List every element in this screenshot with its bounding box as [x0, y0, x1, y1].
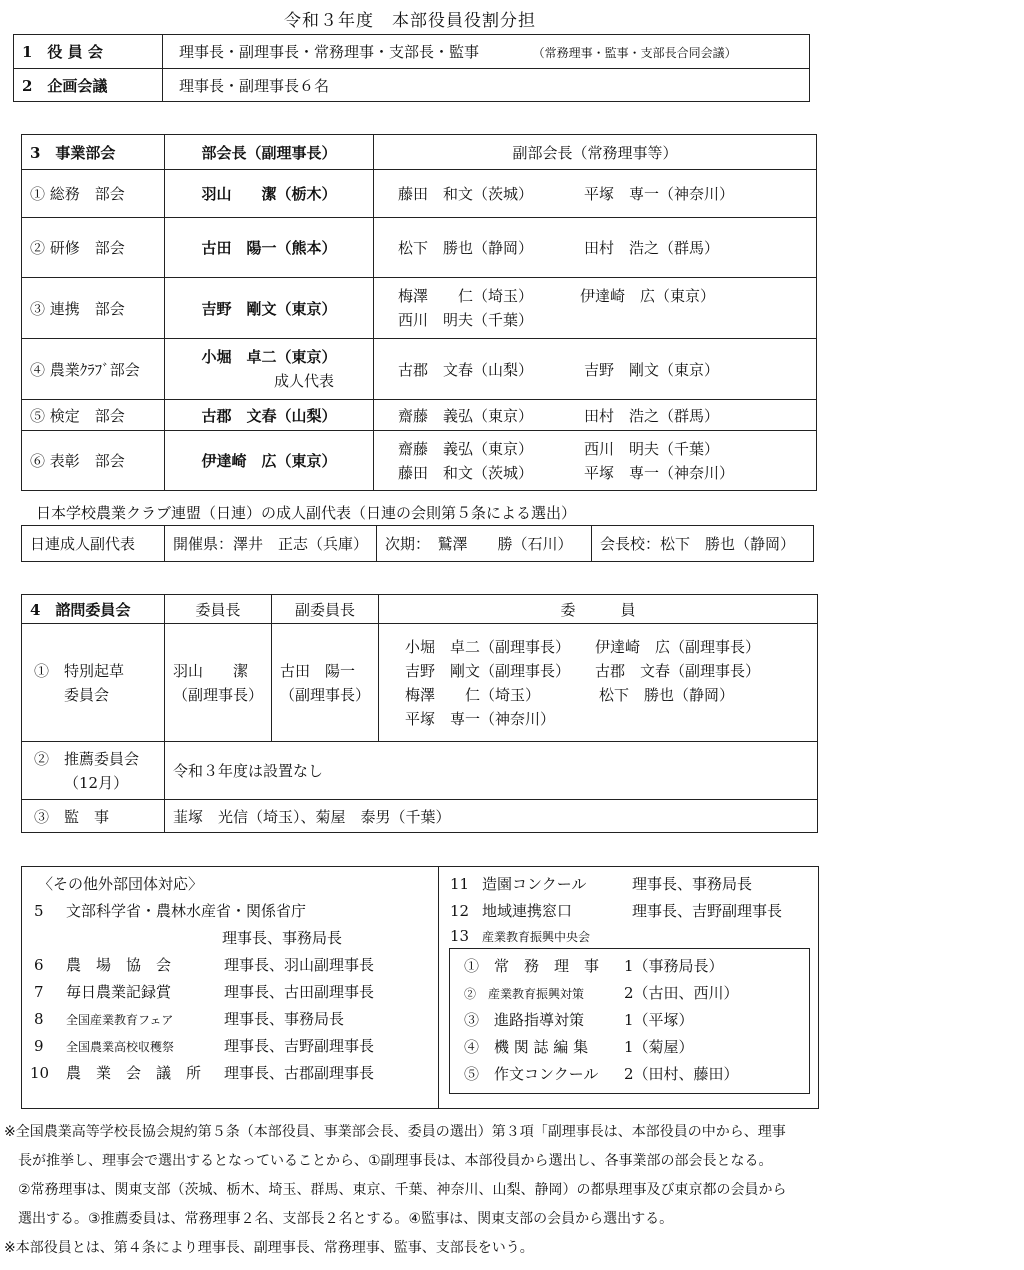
list-item: 10 農 業 会 議 所 理事長、古郡副理事長 [30, 1064, 375, 1082]
table-row [22, 431, 817, 491]
chair-header: 委員長 [165, 595, 272, 624]
table-row [22, 400, 817, 431]
list-item: ④ 機 関 誌 編 集 1（菊屋） [464, 1038, 694, 1056]
drafting-members: 小堀 卓二（副理事長） 伊達崎 広（副理事長） 吉野 剛文（副理事長） 古郡 文春（副理事長） 梅澤 仁（埼玉） 松下 勝也（静岡） 平塚 専一（神奈川） [379, 624, 818, 742]
committee-header: 3 事業部会 [22, 135, 165, 170]
other-orgs-heading: 〈その他外部団体対応〉 [38, 875, 204, 893]
nichiren-next: 次期： 鷲澤 勝（石川） [377, 526, 592, 562]
vice-chair-header: 副委員長 [272, 595, 379, 624]
head-header: 部会長（副理事長） [165, 135, 374, 170]
list-item: 13 産業教育振興中央会 [450, 927, 591, 945]
list-item: 6 農 場 協 会 理事長、羽山副理事長 [34, 956, 375, 974]
list-item: 5 文部科学省・農林水産省・関係省庁 [34, 902, 307, 920]
list-item: ⑤ 作文コンクール 2（田村、藤田） [464, 1065, 739, 1083]
committee-head: 吉野 剛文（東京） [165, 278, 374, 339]
planning-meeting-label: 2 企画会議 [14, 69, 163, 102]
committee-vice: 松下 勝也（静岡） 田村 浩之（群馬） [374, 218, 817, 278]
committee-vice: 梅澤 仁（埼玉） 伊達崎 広（東京） 西川 明夫（千葉） [374, 278, 817, 339]
list-item: ① 常 務 理 事 1（事務局長） [464, 957, 724, 975]
recommend-committee-text: 令和３年度は設置なし [165, 742, 818, 800]
committee-name: ③ 連携 部会 [22, 278, 165, 339]
committee-table [21, 134, 817, 491]
list-item: 12 地域連携窓口 理事長、吉野副理事長 [450, 902, 783, 920]
list-item-role: 理事長、事務局長 [222, 929, 343, 947]
committee-head: 小堀 卓二（東京） 成人代表 [165, 339, 374, 400]
list-item: 8 全国産業教育フェア 理事長、事務局長 [34, 1010, 345, 1028]
auditor-label: ③ 監 事 [22, 800, 165, 833]
table-row [22, 339, 817, 400]
auditor-text: 韮塚 光信（埼玉）、菊屋 泰男（千葉） [165, 800, 818, 833]
officer-meeting-label: 1 役 員 会 [14, 35, 163, 69]
table-row [22, 218, 817, 278]
divider [438, 867, 439, 1108]
committee-head: 羽山 潔（栃木） [165, 170, 374, 218]
committee-head: 伊達崎 広（東京） [165, 431, 374, 491]
table-row [22, 278, 817, 339]
list-item: 7 毎日農業記録賞 理事長、古田副理事長 [34, 983, 375, 1001]
drafting-vice-chair: 古田 陽一 （副理事長） [272, 624, 379, 742]
nichiren-host: 開催県：澤井 正志（兵庫） [165, 526, 377, 562]
page-title: 令和３年度 本部役員役割分担 [284, 11, 536, 31]
committee-name: ⑤ 検定 部会 [22, 400, 165, 431]
committee-vice: 藤田 和文（茨城） 平塚 専一（神奈川） [374, 170, 817, 218]
drafting-chair: 羽山 潔 （副理事長） [165, 624, 272, 742]
advisory-table [21, 594, 818, 833]
committee-name: ② 研修 部会 [22, 218, 165, 278]
officer-table [13, 34, 810, 102]
footnote: ※全国農業高等学校長協会規約第５条（本部役員、事業部会長、委員の選出）第３項「副理事長は、本部役員の中から、理事 長が推挙し、理事会で選出するとなっていることから、①副理事長は、本部役員から選出し、各事業部の部会長となる。 ②常務理事は、関東支部（茨城、栃木、埼玉、群馬、東京、千葉、神奈川、山梨、静岡）の都県理事及び東京都の会員から 選出する。③推薦委員は、常務理事２名、支部長２名とする。④監事は、関東支部の会員から選出する。 ※本部役員とは、第４条により理事長、副理事長、常務理事、監事、支部長をいう。 [4, 1118, 1019, 1263]
committee-head: 古郡 文春（山梨） [165, 400, 374, 431]
list-item: ② 産業教育振興対策 2（古田、西川） [464, 984, 739, 1002]
drafting-committee-name: ① 特別起草 委員会 [22, 624, 165, 742]
committee-vice: 古郡 文春（山梨） 吉野 剛文（東京） [374, 339, 817, 400]
nichiren-label: 日連成人副代表 [22, 526, 165, 562]
footnote-definition: ※本部役員とは、第４条により理事長、副理事長、常務理事、監事、支部長をいう。 [4, 1240, 534, 1256]
table-row [22, 624, 818, 742]
table-row [22, 742, 818, 800]
member-header: 委 員 [379, 595, 818, 624]
nichiren-chair: 会長校：松下 勝也（静岡） [592, 526, 814, 562]
committee-head: 古田 陽一（熊本） [165, 218, 374, 278]
committee-name: ① 総務 部会 [22, 170, 165, 218]
committee-name: ⑥ 表彰 部会 [22, 431, 165, 491]
other-orgs-box [21, 866, 819, 1109]
planning-meeting-members: 理事長・副理事長６名 [163, 69, 810, 102]
list-item: ③ 進路指導対策 1（平塚） [464, 1011, 694, 1029]
advisory-header: 4 諮問委員会 [22, 595, 165, 624]
vice-header: 副部会長（常務理事等） [374, 135, 817, 170]
joint-meeting-note: （常務理事・監事・支部長合同会議） [532, 46, 737, 60]
committee-name: ④ 農業ｸﾗﾌﾞ部会 [22, 339, 165, 400]
table-row [22, 800, 818, 833]
table-row [22, 170, 817, 218]
list-item: 11 造園コンクール 理事長、事務局長 [450, 875, 753, 893]
recommend-committee-name: ② 推薦委員会 （12月） [22, 742, 165, 800]
officer-meeting-members: 理事長・副理事長・常務理事・支部長・監事 （常務理事・監事・支部長合同会議） [163, 35, 810, 69]
nichiren-caption: 日本学校農業クラブ連盟（日連）の成人副代表（日連の会則第５条による選出） [36, 504, 577, 522]
committee-vice: 齋藤 義弘（東京） 西川 明夫（千葉） 藤田 和文（茨城） 平塚 専一（神奈川） [374, 431, 817, 491]
committee-vice: 齋藤 義弘（東京） 田村 浩之（群馬） [374, 400, 817, 431]
nichiren-table [21, 525, 814, 562]
sangyo-sub-box [449, 948, 810, 1094]
list-item: 9 全国農業高校収穫祭 理事長、吉野副理事長 [34, 1037, 375, 1055]
